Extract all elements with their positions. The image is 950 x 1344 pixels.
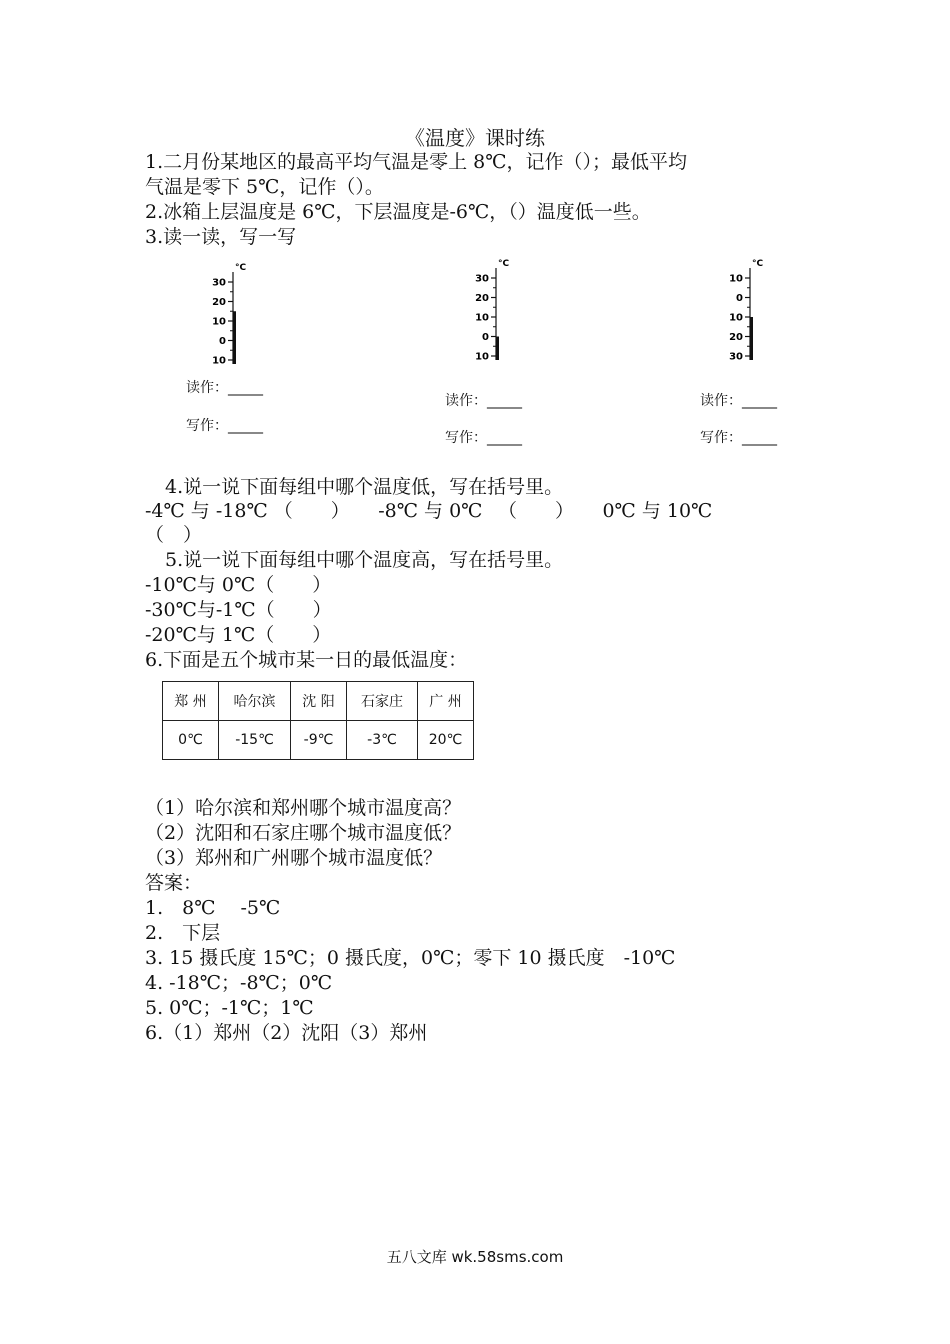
city-header: 广 州 bbox=[418, 682, 474, 721]
tick-label: 10 bbox=[729, 273, 743, 285]
footer-watermark: 五八文库 wk.58sms.com bbox=[386, 1248, 564, 1266]
q6-heading: 6.下面是五个城市某一日的最低温度： bbox=[145, 649, 468, 671]
unit-label: °C bbox=[235, 263, 247, 273]
mercury-column bbox=[233, 311, 236, 364]
thermometer-2 bbox=[468, 258, 528, 368]
tick-label: 10 bbox=[212, 355, 226, 367]
answer-item: 6.（1）郑州（2）沈阳（3）郑州 bbox=[145, 1022, 428, 1044]
city-temp: 0℃ bbox=[163, 721, 219, 760]
q4-line2: （ ） bbox=[145, 524, 203, 546]
q6-question: （2）沈阳和石家庄哪个城市温度低？ bbox=[145, 822, 462, 844]
tick-label: 10 bbox=[475, 312, 489, 324]
tick-label: 30 bbox=[475, 273, 489, 285]
tick-label: 0 bbox=[736, 293, 743, 304]
city-header: 沈 阳 bbox=[291, 682, 347, 721]
q4-heading: 4.说一说下面每组中哪个温度低，写在括号里。 bbox=[165, 476, 564, 498]
read-label-2: 读作：_____ bbox=[445, 393, 522, 409]
read-label-1: 读作：_____ bbox=[186, 380, 263, 396]
write-label-3: 写作：_____ bbox=[700, 430, 777, 446]
write-label-1: 写作：_____ bbox=[186, 418, 263, 434]
q5-item: -10℃与 0℃（ ） bbox=[145, 574, 332, 596]
q1-line1: 1.二月份某地区的最高平均气温是零上 8℃，记作（）；最低平均 bbox=[145, 151, 688, 173]
tick-label: 10 bbox=[475, 351, 489, 363]
answers-heading: 答案： bbox=[145, 872, 203, 894]
answer-item: 4. -18℃；-8℃；0℃ bbox=[145, 972, 333, 994]
unit-label: °C bbox=[752, 259, 764, 269]
page-title: 《温度》课时练 bbox=[405, 126, 545, 150]
thermometer-3 bbox=[722, 258, 782, 373]
answer-item: 3. 15 摄氏度 15℃；0 摄氏度，0℃；零下 10 摄氏度 -10℃ bbox=[145, 947, 676, 969]
q4-line1: -4℃ 与 -18℃ （ ） -8℃ 与 0℃ （ ） 0℃ 与 10℃ bbox=[145, 500, 713, 522]
city-temp: 20℃ bbox=[418, 721, 474, 760]
tick-label: 30 bbox=[212, 277, 226, 289]
tick-label: 20 bbox=[729, 332, 743, 343]
q2-text: 2.冰箱上层温度是 6℃，下层温度是-6℃，（）温度低一些。 bbox=[145, 201, 651, 223]
tick-label: 10 bbox=[729, 312, 743, 324]
q5-heading: 5.说一说下面每组中哪个温度高，写在括号里。 bbox=[165, 549, 564, 571]
read-label-3: 读作：_____ bbox=[700, 393, 777, 409]
city-header: 石家庄 bbox=[347, 682, 418, 721]
city-temp: -3℃ bbox=[347, 721, 418, 760]
tick-label: 20 bbox=[475, 293, 489, 304]
answer-item: 2. 下层 bbox=[145, 922, 221, 944]
tick-label: 30 bbox=[729, 351, 743, 363]
q6-question: （3）郑州和广州哪个城市温度低？ bbox=[145, 847, 443, 869]
q1-line2: 气温是零下 5℃，记作（）。 bbox=[145, 176, 384, 198]
tick-label: 0 bbox=[482, 332, 489, 343]
mercury-column bbox=[750, 317, 753, 360]
q6-question: （1）哈尔滨和郑州哪个城市温度高？ bbox=[145, 797, 462, 819]
city-temp: -15℃ bbox=[219, 721, 291, 760]
answer-item: 5. 0℃；-1℃；1℃ bbox=[145, 997, 314, 1019]
city-temp: -9℃ bbox=[291, 721, 347, 760]
q3-heading: 3.读一读，写一写 bbox=[145, 226, 297, 248]
q5-item: -30℃与-1℃（ ） bbox=[145, 599, 332, 621]
mercury-column bbox=[496, 337, 499, 361]
city-temperature-table bbox=[162, 681, 474, 760]
write-label-2: 写作：_____ bbox=[445, 430, 522, 446]
city-header: 哈尔滨 bbox=[219, 682, 291, 721]
thermometer-1 bbox=[205, 262, 265, 372]
tick-label: 0 bbox=[219, 336, 226, 347]
unit-label: °C bbox=[498, 259, 510, 269]
tick-label: 20 bbox=[212, 297, 226, 308]
city-header: 郑 州 bbox=[163, 682, 219, 721]
q5-item: -20℃与 1℃（ ） bbox=[145, 624, 332, 646]
answer-item: 1. 8℃ -5℃ bbox=[145, 897, 281, 919]
tick-label: 10 bbox=[212, 316, 226, 328]
